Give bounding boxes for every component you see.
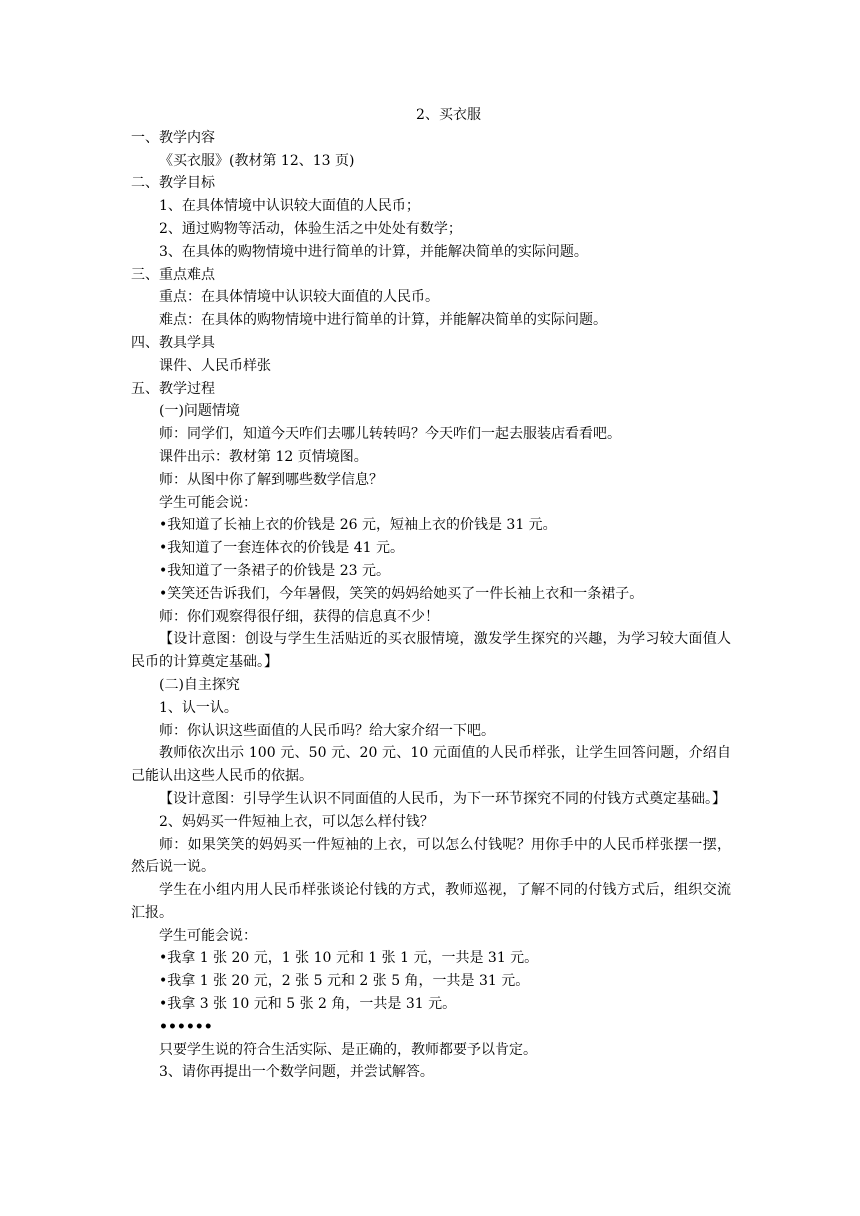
paragraph: 教师依次出示 100 元、50 元、20 元、10 元面值的人民币样张，让学生回答问题，介绍自己能认出这些人民币的依据。 [131, 745, 731, 785]
ellipsis-dots: •••••• [159, 1018, 213, 1035]
document-body [131, 104, 731, 1084]
list-item: 1、在具体情境中认识较大面值的人民币； [159, 198, 420, 215]
paragraph: 师：如果笑笑的妈妈买一件短袖的上衣，可以怎么付钱呢？用你手中的人民币样张摆一摆，然后说一说。 [131, 836, 731, 876]
page-title: 2、买衣服 [416, 107, 481, 123]
bullet-item: •我知道了一套连体衣的价钱是 41 元。 [159, 540, 404, 557]
paragraph: 师：同学们，知道今天咋们去哪儿转转吗？今天咋们一起去服装店看看吧。 [159, 426, 621, 443]
paragraph: 学生可能会说： [159, 494, 257, 511]
paragraph: 师：你们观察得很仔细，获得的信息真不少！ [159, 608, 439, 625]
section-heading-materials: 四、教具学具 [131, 334, 215, 351]
design-note: 【设计意图：引导学生认识不同面值的人民币，为下一环节探究不同的付钱方式奠定基础。】 [159, 790, 726, 807]
list-item: 重点：在具体情境中认识较大面值的人民币。 [159, 289, 439, 306]
paragraph: 《买衣服》(教材第 12、13 页) [159, 152, 355, 169]
section-heading-key-points: 三、重点难点 [131, 266, 215, 283]
bullet-item: •笑笑还告诉我们，今年暑假，笑笑的妈妈给她买了一件长袖上衣和一条裙子。 [159, 585, 644, 602]
bullet-item: •我知道了一条裙子的价钱是 23 元。 [159, 562, 390, 579]
list-item: 3、在具体的购物情境中进行简单的计算，并能解决简单的实际问题。 [159, 243, 588, 260]
step-heading: 3、请你再提出一个数学问题，并尝试解答。 [159, 1064, 434, 1081]
step-heading: 2、妈妈买一件短袖上衣，可以怎么样付钱？ [159, 813, 434, 830]
paragraph: 课件出示：教材第 12 页情境图。 [159, 448, 368, 465]
section-heading-process: 五、教学过程 [131, 380, 215, 397]
section-heading-content: 一、教学内容 [131, 129, 215, 146]
paragraph: 只要学生说的符合生活实际、是正确的，教师都要予以肯定。 [159, 1041, 537, 1058]
list-item: 难点：在具体的购物情境中进行简单的计算，并能解决简单的实际问题。 [159, 312, 607, 329]
paragraph: 师：从图中你了解到哪些数学信息？ [159, 471, 383, 488]
section-heading-goals: 二、教学目标 [131, 175, 215, 192]
paragraph: 学生在小组内用人民币样张谈论付钱的方式，教师巡视，了解不同的付钱方式后，组织交流汇报。 [131, 882, 731, 921]
design-note: 【设计意图：创设与学生生活贴近的买衣服情境，激发学生探究的兴趣，为学习较大面值人民币的计算奠定基础。】 [131, 631, 731, 671]
list-item: 2、通过购物等活动，体验生活之中处处有数学； [159, 220, 462, 237]
paragraph: 学生可能会说： [159, 927, 257, 944]
bullet-item: •我拿 3 张 10 元和 5 张 2 角，一共是 31 元。 [159, 996, 457, 1013]
bullet-item: •我拿 1 张 20 元，2 张 5 元和 2 张 5 角，一共是 31 元。 [159, 973, 530, 990]
subsection-heading: (二)自主探究 [159, 676, 240, 693]
bullet-item: •我拿 1 张 20 元，1 张 10 元和 1 张 1 元，一共是 31 元。 [159, 950, 539, 967]
paragraph: 课件、人民币样张 [159, 357, 271, 374]
bullet-item: •我知道了长袖上衣的价钱是 26 元，短袖上衣的价钱是 31 元。 [159, 517, 557, 534]
step-heading: 1、认一认。 [159, 699, 238, 716]
paragraph: 师：你认识这些面值的人民币吗？给大家介绍一下吧。 [159, 722, 495, 739]
subsection-heading: (一)问题情境 [159, 403, 240, 420]
